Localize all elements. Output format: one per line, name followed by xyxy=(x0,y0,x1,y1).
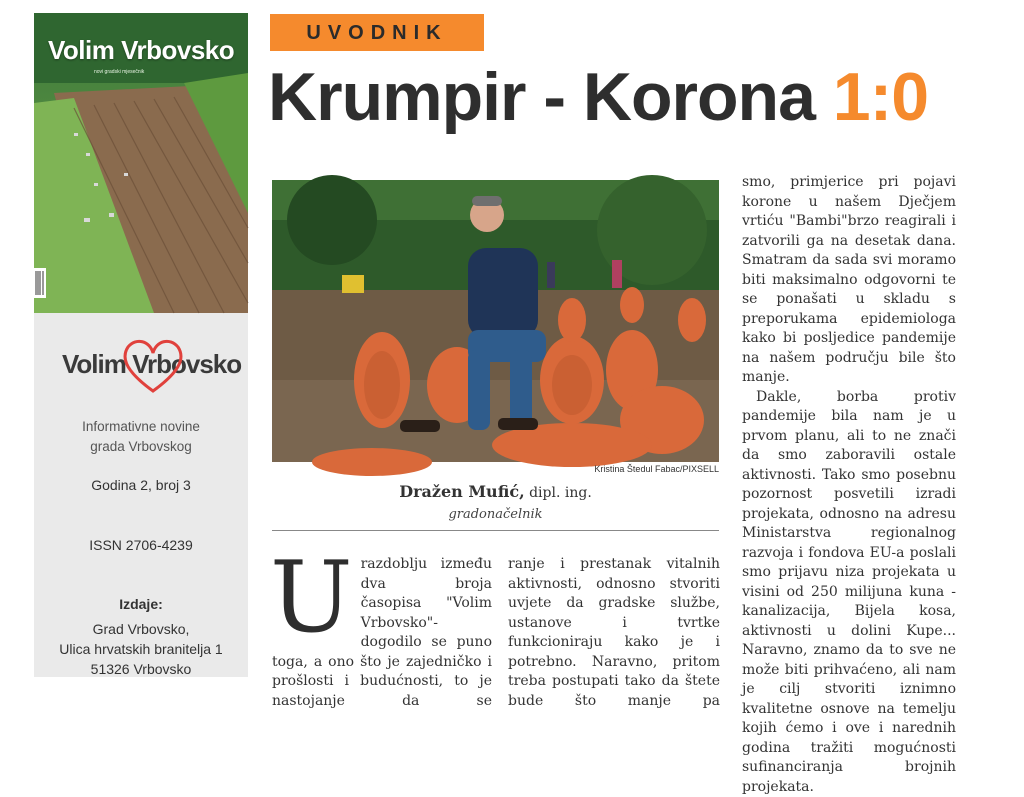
mayor-photo xyxy=(272,180,719,462)
publisher-line: 51326 Vrbovsko xyxy=(34,659,248,679)
issn-number: ISSN 2706-4239 xyxy=(34,537,248,553)
sidebar xyxy=(34,13,248,677)
article-photo[interactable] xyxy=(272,180,719,462)
description-line: Informativne novine xyxy=(34,417,248,437)
author-role: gradonačelnik xyxy=(272,507,719,522)
paragraph: Dakle, borba protiv pandemije bila nam je u prvom planu, ali to ne znači da smo zaboravili ostale aktivnosti. Tako smo posebnu pozornost posvetili izradi projekata, odnosno na adresu Ministarstva regionalnog razvoja i fondova EU-a poslali smo prijavu niza projekata u visini od 250 milijuna kuna - kanalizacija, Bijela kosa, aktivnosti u dolini Kupe... Naravno, znamo da to sve ne može biti prihvaćeno, ali nam je cilj stvoriti iznimno kvalitetne osnove na temelju kojih ćemo i ove i narednih godina tražiti mogućnosti sufinanciranja brojnih projekata. xyxy=(742,388,956,797)
issue-number: Godina 2, broj 3 xyxy=(34,477,248,493)
photo-credit: Kristina Štedul Fabac/PIXSELL xyxy=(272,464,719,474)
publication-description xyxy=(34,417,248,457)
author-degree: dipl. ing. xyxy=(525,485,592,501)
paragraph: razdoblju između dva broja časopisa "Volim Vrbovsko"- dogodilo se puno toga, a ono što je zajedničko i prošlosti i budućnosti, to je nastojanje da se xyxy=(272,555,492,711)
description-line: grada Vrbovskog xyxy=(34,437,248,457)
paragraph: ranje i prestanak vitalnih aktivnosti, odnosno stvoriti uvjete da gradske službe, ustanove i tvrtke funkcioniraju kako je i potrebno. Naravno, pritom treba postupati tako da štete bude što manje pa xyxy=(508,555,720,711)
publisher-heading: Izdaje: xyxy=(34,596,248,612)
author-name-text: Dražen Mufić, xyxy=(399,482,524,501)
divider xyxy=(272,530,719,531)
logo-text: Volim Vrbovsko xyxy=(62,349,241,379)
article-column-3 xyxy=(742,173,956,677)
article-column-1 xyxy=(272,555,492,677)
cover-logo: Volim Vrbovsko xyxy=(48,35,234,66)
magazine-cover-image[interactable] xyxy=(34,13,248,313)
paragraph: smo, primjerice pri pojavi korone u našem Dječjem vrtiću "Bambi"brzo reagirali i zatvorili ga na desetak dana. Smatram da sada svi moramo biti maksimalno odgovorni te se ponašati u skladu s preporukama epidemiologa kako bi posljedice pandemije na našem području bile što manje. xyxy=(742,173,956,388)
publisher-address xyxy=(34,619,248,679)
headline-text: Krumpir - Korona xyxy=(268,59,833,135)
publisher-line: Ulica hrvatskih branitelja 1 xyxy=(34,639,248,659)
site-logo[interactable] xyxy=(62,349,241,380)
article-headline xyxy=(268,58,928,136)
author-name xyxy=(272,482,719,501)
section-tag: UVODNIK xyxy=(270,14,484,51)
headline-score: 1:0 xyxy=(833,59,928,135)
cover-tagline: novi gradski mjesečnik xyxy=(94,69,144,75)
drop-cap: U xyxy=(270,559,353,637)
publisher-line: Grad Vrbovsko, xyxy=(34,619,248,639)
heart-icon xyxy=(118,337,188,395)
article-column-2 xyxy=(508,555,720,677)
